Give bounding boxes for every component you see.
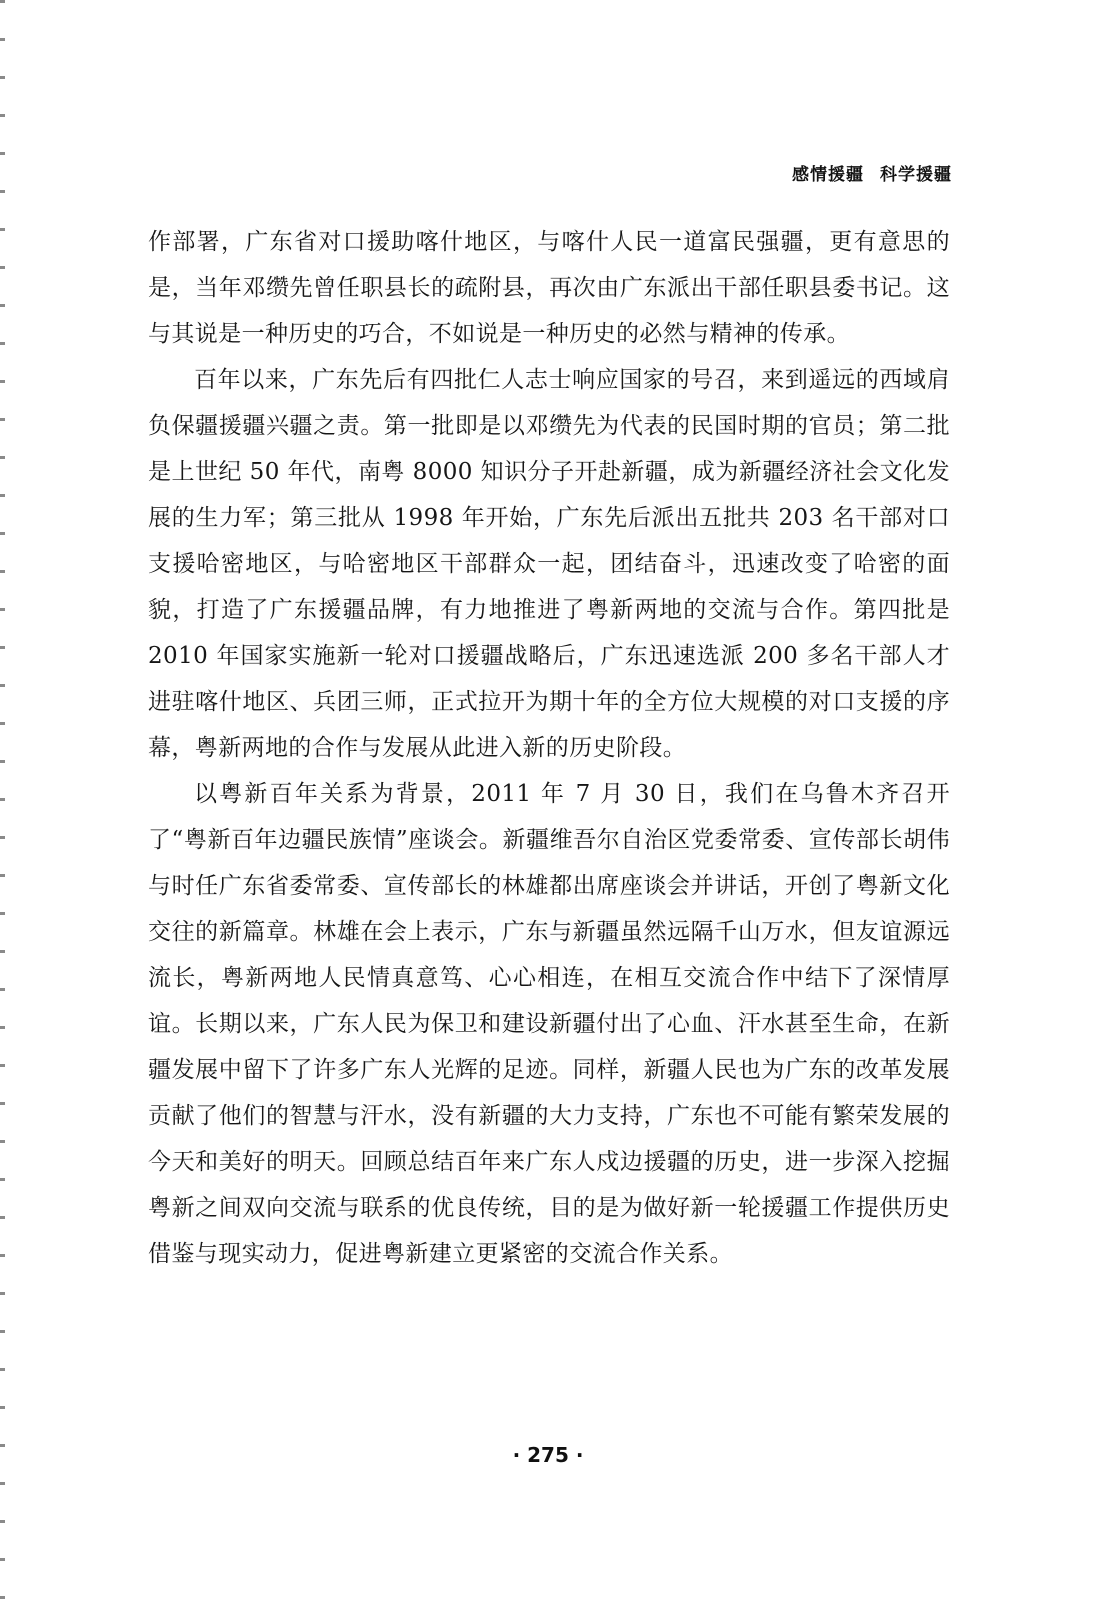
- header-right-title: 科学援疆: [880, 165, 952, 185]
- header-left-title: 感情援疆: [792, 165, 864, 185]
- scan-edge-shadow: [0, 0, 5, 1600]
- paragraph-3: 以粤新百年关系为背景，2011 年 7 月 30 日，我们在乌鲁木齐召开了“粤新百年边疆民族情”座谈会。新疆维吾尔自治区党委常委、宣传部长胡伟与时任广东省委常委、宣传部长的林雄都出席座谈会并讲话，开创了粤新文化交往的新篇章。林雄在会上表示，广东与新疆虽然远隔千山万水，但友谊源远流长，粤新两地人民情真意笃、心心相连，在相互交流合作中结下了深情厚谊。长期以来，广东人民为保卫和建设新疆付出了心血、汗水甚至生命，在新疆发展中留下了许多广东人光辉的足迹。同样，新疆人民也为广东的改革发展贡献了他们的智慧与汗水，没有新疆的大力支持，广东也不可能有繁荣发展的今天和美好的明天。回顾总结百年来广东人戍边援疆的历史，进一步深入挖掘粤新之间双向交流与联系的优良传统，目的是为做好新一轮援疆工作提供历史借鉴与现实动力，促进粤新建立更紧密的交流合作关系。: [148, 781, 950, 1267]
- paragraph-1: 作部署，广东省对口援助喀什地区，与喀什人民一道富民强疆，更有意思的是，当年邓缵先曾任职县长的疏附县，再次由广东派出干部任职县委书记。这与其说是一种历史的巧合，不如说是一种历史的必然与精神的传承。: [148, 229, 950, 347]
- body-text: [148, 219, 950, 1277]
- page-number: · 275 ·: [512, 1443, 584, 1467]
- paragraph-2: 百年以来，广东先后有四批仁人志士响应国家的号召，来到遥远的西域肩负保疆援疆兴疆之责。第一批即是以邓缵先为代表的民国时期的官员；第二批是上世纪 50 年代，南粤 8000 知识分子开赴新疆，成为新疆经济社会文化发展的生力军；第三批从 1998 年开始，广东先后派出五批共 203 名干部对口支援哈密地区，与哈密地区干部群众一起，团结奋斗，迅速改变了哈密的面貌，打造了广东援疆品牌，有力地推进了粤新两地的交流与合作。第四批是 2010 年国家实施新一轮对口援疆战略后，广东迅速选派 200 多名干部人才进驻喀什地区、兵团三师，正式拉开为期十年的全方位大规模的对口支援的序幕，粤新两地的合作与发展从此进入新的历史阶段。: [148, 367, 950, 761]
- running-header: [700, 160, 952, 185]
